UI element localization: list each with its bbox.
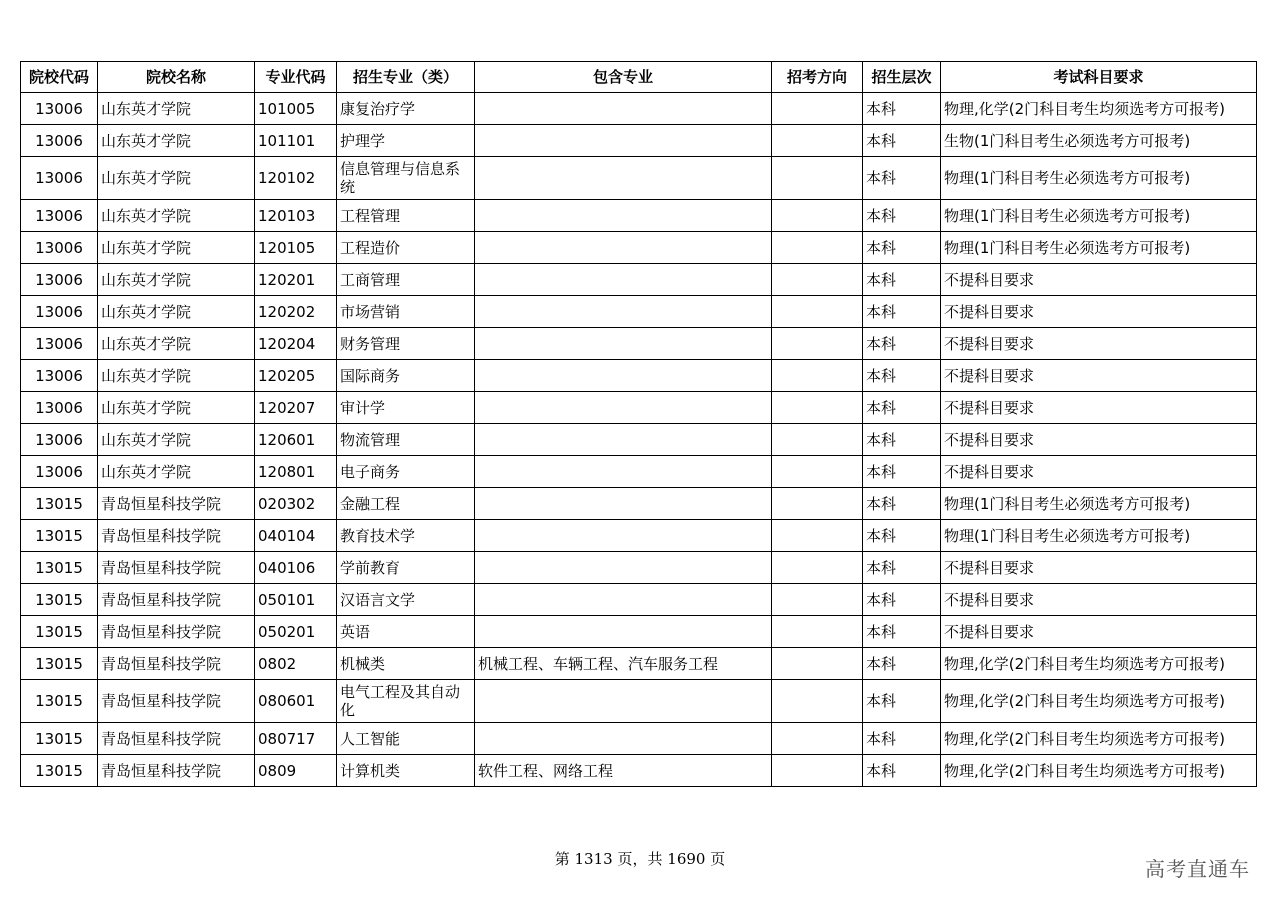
cell-included-majors xyxy=(475,456,772,488)
cell-school-name: 山东英才学院 xyxy=(98,200,255,232)
cell-major-code: 120201 xyxy=(255,264,337,296)
cell-major: 学前教育 xyxy=(337,552,475,584)
admission-table xyxy=(20,61,1257,787)
cell-major: 财务管理 xyxy=(337,328,475,360)
cell-included-majors xyxy=(475,157,772,200)
cell-included-majors xyxy=(475,125,772,157)
cell-school-name: 山东英才学院 xyxy=(98,456,255,488)
header-direction: 招考方向 xyxy=(772,62,863,93)
cell-subject-requirement: 物理,化学(2门科目考生均须选考方可报考) xyxy=(941,755,1257,787)
cell-level: 本科 xyxy=(863,755,941,787)
cell-major-code: 080717 xyxy=(255,723,337,755)
cell-major: 信息管理与信息系统 xyxy=(337,157,475,200)
cell-major: 英语 xyxy=(337,616,475,648)
cell-subject-requirement: 不提科目要求 xyxy=(941,392,1257,424)
cell-subject-requirement: 物理(1门科目考生必须选考方可报考) xyxy=(941,157,1257,200)
cell-major-code: 0802 xyxy=(255,648,337,680)
cell-major-code: 040104 xyxy=(255,520,337,552)
cell-major-code: 120204 xyxy=(255,328,337,360)
cell-direction xyxy=(772,723,863,755)
cell-school-name: 青岛恒星科技学院 xyxy=(98,648,255,680)
cell-major-code: 120103 xyxy=(255,200,337,232)
cell-direction xyxy=(772,680,863,723)
cell-direction xyxy=(772,157,863,200)
footer-page-number: 1313 xyxy=(574,850,613,868)
table-row xyxy=(21,93,1257,125)
footer-suffix: 页 xyxy=(710,850,726,868)
cell-major: 人工智能 xyxy=(337,723,475,755)
table-row xyxy=(21,648,1257,680)
page-footer xyxy=(0,848,1280,869)
cell-school-code: 13015 xyxy=(21,648,98,680)
header-major-code: 专业代码 xyxy=(255,62,337,93)
cell-included-majors xyxy=(475,680,772,723)
cell-included-majors xyxy=(475,200,772,232)
cell-included-majors xyxy=(475,584,772,616)
cell-major-code: 120801 xyxy=(255,456,337,488)
header-included-majors: 包含专业 xyxy=(475,62,772,93)
cell-subject-requirement: 不提科目要求 xyxy=(941,552,1257,584)
cell-school-name: 山东英才学院 xyxy=(98,264,255,296)
table-row xyxy=(21,552,1257,584)
cell-subject-requirement: 物理,化学(2门科目考生均须选考方可报考) xyxy=(941,648,1257,680)
table-body xyxy=(21,93,1257,787)
cell-school-code: 13015 xyxy=(21,616,98,648)
cell-major-code: 120205 xyxy=(255,360,337,392)
cell-direction xyxy=(772,584,863,616)
cell-school-code: 13006 xyxy=(21,360,98,392)
cell-school-code: 13006 xyxy=(21,424,98,456)
cell-major-code: 101005 xyxy=(255,93,337,125)
cell-school-name: 青岛恒星科技学院 xyxy=(98,488,255,520)
cell-school-name: 山东英才学院 xyxy=(98,125,255,157)
cell-school-name: 青岛恒星科技学院 xyxy=(98,755,255,787)
cell-subject-requirement: 物理(1门科目考生必须选考方可报考) xyxy=(941,232,1257,264)
table-row xyxy=(21,723,1257,755)
cell-school-name: 山东英才学院 xyxy=(98,232,255,264)
cell-school-name: 山东英才学院 xyxy=(98,93,255,125)
cell-level: 本科 xyxy=(863,328,941,360)
cell-major: 国际商务 xyxy=(337,360,475,392)
cell-direction xyxy=(772,93,863,125)
cell-school-code: 13006 xyxy=(21,456,98,488)
cell-major: 电气工程及其自动化 xyxy=(337,680,475,723)
cell-direction xyxy=(772,296,863,328)
cell-school-name: 青岛恒星科技学院 xyxy=(98,584,255,616)
header-subject-requirement: 考试科目要求 xyxy=(941,62,1257,93)
cell-subject-requirement: 物理(1门科目考生必须选考方可报考) xyxy=(941,488,1257,520)
cell-school-name: 山东英才学院 xyxy=(98,328,255,360)
cell-school-code: 13015 xyxy=(21,723,98,755)
table-row xyxy=(21,424,1257,456)
table-row xyxy=(21,584,1257,616)
cell-direction xyxy=(772,520,863,552)
cell-major: 教育技术学 xyxy=(337,520,475,552)
cell-subject-requirement: 物理(1门科目考生必须选考方可报考) xyxy=(941,200,1257,232)
table-row xyxy=(21,328,1257,360)
header-level: 招生层次 xyxy=(863,62,941,93)
cell-subject-requirement: 不提科目要求 xyxy=(941,424,1257,456)
cell-major-code: 0809 xyxy=(255,755,337,787)
cell-major: 工程管理 xyxy=(337,200,475,232)
table-row xyxy=(21,232,1257,264)
cell-level: 本科 xyxy=(863,456,941,488)
cell-direction xyxy=(772,200,863,232)
cell-school-name: 山东英才学院 xyxy=(98,296,255,328)
cell-included-majors xyxy=(475,360,772,392)
cell-major-code: 040106 xyxy=(255,552,337,584)
cell-school-code: 13006 xyxy=(21,296,98,328)
cell-subject-requirement: 生物(1门科目考生必须选考方可报考) xyxy=(941,125,1257,157)
cell-level: 本科 xyxy=(863,424,941,456)
cell-major: 工商管理 xyxy=(337,264,475,296)
cell-included-majors xyxy=(475,328,772,360)
cell-school-name: 青岛恒星科技学院 xyxy=(98,723,255,755)
cell-subject-requirement: 不提科目要求 xyxy=(941,456,1257,488)
table-row xyxy=(21,200,1257,232)
cell-school-name: 青岛恒星科技学院 xyxy=(98,616,255,648)
cell-subject-requirement: 不提科目要求 xyxy=(941,328,1257,360)
cell-level: 本科 xyxy=(863,360,941,392)
cell-school-code: 13015 xyxy=(21,680,98,723)
cell-included-majors xyxy=(475,488,772,520)
cell-subject-requirement: 不提科目要求 xyxy=(941,360,1257,392)
cell-major-code: 050101 xyxy=(255,584,337,616)
table-row xyxy=(21,616,1257,648)
cell-direction xyxy=(772,456,863,488)
cell-direction xyxy=(772,264,863,296)
cell-school-code: 13006 xyxy=(21,392,98,424)
watermark: 高考直通车 xyxy=(1145,857,1250,881)
cell-included-majors xyxy=(475,616,772,648)
cell-major: 市场营销 xyxy=(337,296,475,328)
cell-level: 本科 xyxy=(863,264,941,296)
cell-school-code: 13015 xyxy=(21,584,98,616)
footer-prefix: 第 xyxy=(554,850,570,868)
cell-included-majors xyxy=(475,296,772,328)
cell-direction xyxy=(772,755,863,787)
cell-major: 物流管理 xyxy=(337,424,475,456)
cell-subject-requirement: 物理(1门科目考生必须选考方可报考) xyxy=(941,520,1257,552)
table-row xyxy=(21,296,1257,328)
table-row xyxy=(21,392,1257,424)
cell-major: 护理学 xyxy=(337,125,475,157)
cell-included-majors xyxy=(475,552,772,584)
cell-major-code: 120102 xyxy=(255,157,337,200)
cell-included-majors xyxy=(475,93,772,125)
cell-major: 金融工程 xyxy=(337,488,475,520)
cell-major: 电子商务 xyxy=(337,456,475,488)
cell-included-majors xyxy=(475,520,772,552)
cell-major-code: 020302 xyxy=(255,488,337,520)
cell-school-code: 13006 xyxy=(21,125,98,157)
cell-included-majors xyxy=(475,723,772,755)
cell-school-code: 13006 xyxy=(21,264,98,296)
cell-subject-requirement: 物理,化学(2门科目考生均须选考方可报考) xyxy=(941,680,1257,723)
cell-school-name: 青岛恒星科技学院 xyxy=(98,552,255,584)
cell-direction xyxy=(772,392,863,424)
cell-school-code: 13006 xyxy=(21,232,98,264)
cell-school-name: 山东英才学院 xyxy=(98,360,255,392)
cell-major: 康复治疗学 xyxy=(337,93,475,125)
cell-included-majors: 机械工程、车辆工程、汽车服务工程 xyxy=(475,648,772,680)
cell-school-code: 13006 xyxy=(21,157,98,200)
cell-major: 工程造价 xyxy=(337,232,475,264)
cell-level: 本科 xyxy=(863,584,941,616)
table-row xyxy=(21,157,1257,200)
cell-level: 本科 xyxy=(863,648,941,680)
cell-subject-requirement: 物理,化学(2门科目考生均须选考方可报考) xyxy=(941,723,1257,755)
cell-direction xyxy=(772,648,863,680)
cell-school-code: 13015 xyxy=(21,520,98,552)
cell-school-name: 山东英才学院 xyxy=(98,392,255,424)
cell-direction xyxy=(772,328,863,360)
footer-mid: 页，共 xyxy=(617,850,663,868)
table-row xyxy=(21,456,1257,488)
cell-school-code: 13015 xyxy=(21,488,98,520)
cell-major-code: 120601 xyxy=(255,424,337,456)
table-row xyxy=(21,360,1257,392)
cell-included-majors xyxy=(475,232,772,264)
cell-major-code: 120105 xyxy=(255,232,337,264)
cell-level: 本科 xyxy=(863,157,941,200)
cell-school-name: 青岛恒星科技学院 xyxy=(98,520,255,552)
cell-subject-requirement: 不提科目要求 xyxy=(941,584,1257,616)
cell-school-code: 13006 xyxy=(21,93,98,125)
cell-major: 机械类 xyxy=(337,648,475,680)
cell-school-name: 山东英才学院 xyxy=(98,424,255,456)
footer-total-pages: 1690 xyxy=(667,850,706,868)
cell-major-code: 080601 xyxy=(255,680,337,723)
table-row xyxy=(21,680,1257,723)
table-row xyxy=(21,488,1257,520)
cell-level: 本科 xyxy=(863,488,941,520)
cell-major-code: 101101 xyxy=(255,125,337,157)
cell-subject-requirement: 不提科目要求 xyxy=(941,264,1257,296)
cell-school-code: 13015 xyxy=(21,552,98,584)
cell-direction xyxy=(772,616,863,648)
cell-major: 审计学 xyxy=(337,392,475,424)
header-school-code: 院校代码 xyxy=(21,62,98,93)
cell-direction xyxy=(772,232,863,264)
cell-level: 本科 xyxy=(863,723,941,755)
cell-included-majors: 软件工程、网络工程 xyxy=(475,755,772,787)
cell-level: 本科 xyxy=(863,680,941,723)
cell-major: 汉语言文学 xyxy=(337,584,475,616)
cell-school-name: 青岛恒星科技学院 xyxy=(98,680,255,723)
cell-subject-requirement: 不提科目要求 xyxy=(941,616,1257,648)
table-row xyxy=(21,755,1257,787)
header-major: 招生专业（类） xyxy=(337,62,475,93)
cell-major-code: 120202 xyxy=(255,296,337,328)
cell-direction xyxy=(772,360,863,392)
cell-level: 本科 xyxy=(863,520,941,552)
cell-school-code: 13015 xyxy=(21,755,98,787)
table-row xyxy=(21,125,1257,157)
cell-level: 本科 xyxy=(863,616,941,648)
cell-level: 本科 xyxy=(863,296,941,328)
cell-direction xyxy=(772,424,863,456)
cell-level: 本科 xyxy=(863,232,941,264)
cell-direction xyxy=(772,552,863,584)
header-row xyxy=(21,62,1257,93)
cell-school-name: 山东英才学院 xyxy=(98,157,255,200)
cell-school-code: 13006 xyxy=(21,328,98,360)
cell-level: 本科 xyxy=(863,392,941,424)
cell-level: 本科 xyxy=(863,552,941,584)
cell-subject-requirement: 不提科目要求 xyxy=(941,296,1257,328)
table-row xyxy=(21,264,1257,296)
cell-major: 计算机类 xyxy=(337,755,475,787)
table-row xyxy=(21,520,1257,552)
cell-level: 本科 xyxy=(863,200,941,232)
cell-direction xyxy=(772,125,863,157)
cell-included-majors xyxy=(475,264,772,296)
cell-major-code: 120207 xyxy=(255,392,337,424)
header-school-name: 院校名称 xyxy=(98,62,255,93)
cell-included-majors xyxy=(475,392,772,424)
cell-included-majors xyxy=(475,424,772,456)
cell-school-code: 13006 xyxy=(21,200,98,232)
cell-subject-requirement: 物理,化学(2门科目考生均须选考方可报考) xyxy=(941,93,1257,125)
cell-level: 本科 xyxy=(863,125,941,157)
cell-level: 本科 xyxy=(863,93,941,125)
cell-major-code: 050201 xyxy=(255,616,337,648)
cell-direction xyxy=(772,488,863,520)
